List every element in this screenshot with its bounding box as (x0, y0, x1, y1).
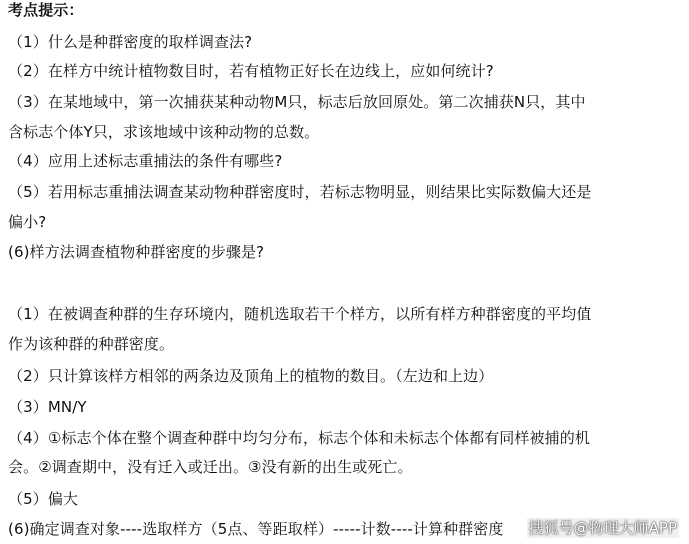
answer-1-line-1: （1）在被调查种群的生存环境内，随机选取若干个样方，以所有样方种群密度的平均值 (8, 305, 592, 323)
answer-6: (6)确定调查对象----选取样方（5点、等距取样）-----计数----计算种群密度 (8, 520, 504, 538)
answer-1-line-2: 作为该种群的种群密度。 (8, 335, 175, 353)
question-4: （4）应用上述标志重捕法的条件有哪些? (8, 152, 283, 170)
heading-hints: 考点提示： (8, 1, 84, 19)
answer-2: （2）只计算该样方相邻的两条边及顶角上的植物的数目。（左边和上边） (8, 367, 494, 385)
answer-4-line-1: （4）①标志个体在整个调查种群中均匀分布，标志个体和未标志个体都有同样被捕的机 (8, 429, 590, 447)
answer-4-line-2: 会。②调查期中，没有迁入或迁出。③没有新的出生或死亡。 (8, 458, 413, 476)
watermark: 搜狐号@物理大师APP (528, 519, 677, 537)
question-3-line-2: 含标志个体Y只，求该地域中该种动物的总数。 (8, 123, 320, 141)
question-5-line-1: （5）若用标志重捕法调查某动物种群密度时，若标志物明显，则结果比实际数偏大还是 (8, 183, 592, 201)
question-3-line-1: （3）在某地域中，第一次捕获某种动物M只，标志后放回原处。第二次捕获N只，其中 (8, 93, 586, 111)
question-2: （2）在样方中统计植物数目时，若有植物正好长在边线上，应如何统计? (8, 62, 494, 80)
answer-5: （5）偏大 (8, 490, 79, 508)
answer-3: （3）MN/Y (8, 398, 87, 416)
question-5-line-2: 偏小? (8, 213, 47, 231)
question-6: (6)样方法调查植物种群密度的步骤是? (8, 243, 265, 261)
question-1: （1）什么是种群密度的取样调查法? (8, 33, 253, 51)
